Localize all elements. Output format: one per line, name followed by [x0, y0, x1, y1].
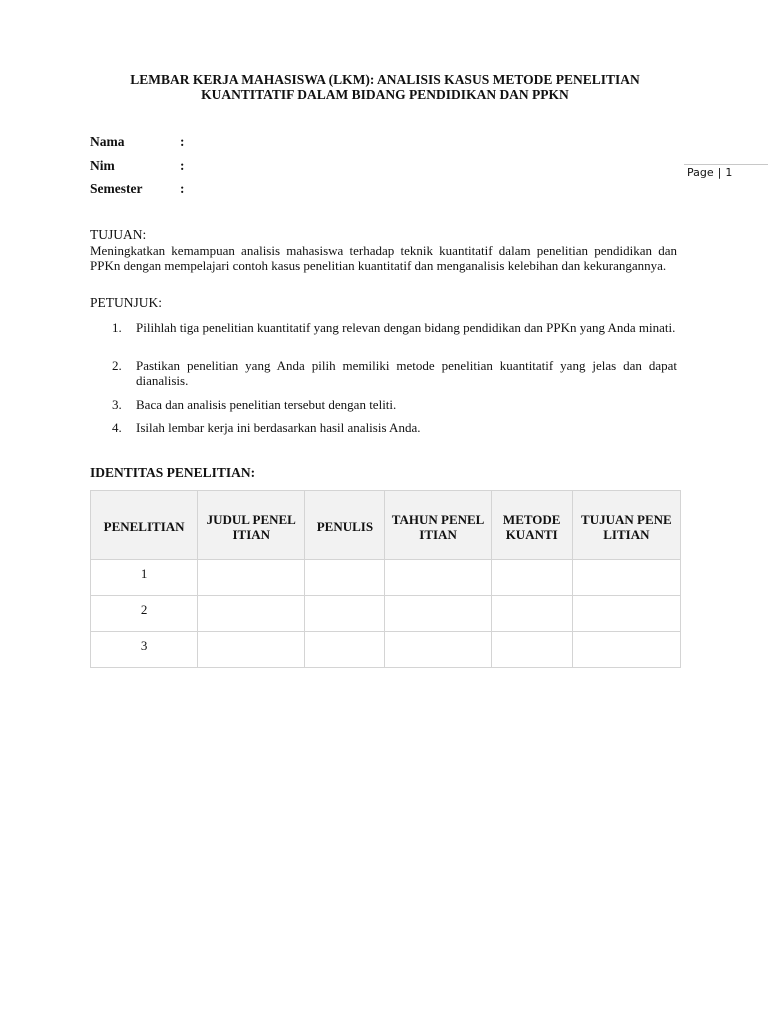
table-row	[91, 596, 681, 632]
field-nim-label: Nim	[90, 158, 115, 173]
column-header-penelitian: PENELITIAN	[91, 491, 198, 560]
table-cell	[385, 560, 491, 596]
list-item-text: Isilah lembar kerja ini berdasarkan hasil analisis Anda.	[136, 420, 421, 435]
table-cell	[385, 632, 491, 668]
field-nim	[90, 158, 185, 174]
document-title-line-1: LEMBAR KERJA MAHASISWA (LKM): ANALISIS KASUS METODE PENELITIAN	[130, 72, 640, 87]
list-item-number: 3.	[112, 397, 122, 412]
table-cell	[572, 596, 680, 632]
list-item-number: 1.	[112, 320, 122, 335]
table-cell: 1	[91, 560, 198, 596]
table-cell	[491, 560, 572, 596]
list-item	[90, 320, 677, 335]
document-title-line-2: KUANTITATIF DALAM BIDANG PENDIDIKAN DAN PPKN	[201, 87, 569, 102]
list-item-number: 2.	[112, 358, 122, 373]
table-cell	[491, 632, 572, 668]
table-cell	[305, 632, 385, 668]
tujuan-heading: TUJUAN:	[90, 227, 147, 242]
column-header-penulis: PENULIS	[305, 491, 385, 560]
table-cell: 3	[91, 632, 198, 668]
column-header-tujuan: TUJUAN PENELITIAN	[572, 491, 680, 560]
field-nama	[90, 134, 185, 150]
table-cell	[305, 560, 385, 596]
table-cell: 2	[91, 596, 198, 632]
field-semester-label: Semester	[90, 181, 143, 196]
column-header-judul: JUDUL PENELITIAN	[198, 491, 305, 560]
field-nim-separator: :	[180, 158, 185, 173]
list-item-number: 4.	[112, 420, 122, 435]
table-cell	[491, 596, 572, 632]
table-cell	[305, 596, 385, 632]
field-semester-separator: :	[180, 181, 185, 196]
identitas-heading: IDENTITAS PENELITIAN:	[90, 465, 256, 480]
table-header-row	[91, 491, 681, 560]
identitas-table	[90, 490, 681, 668]
page-separator: |	[717, 166, 722, 179]
page-label: Page	[687, 166, 714, 179]
list-item-text: Pilihlah tiga penelitian kuantitatif yang relevan dengan bidang pendidikan dan PPKn yang Anda minati.	[136, 320, 676, 335]
column-header-metode: METODE KUANTI	[491, 491, 572, 560]
list-item-text: Baca dan analisis penelitian tersebut dengan teliti.	[136, 397, 397, 412]
page-number-value: 1	[725, 166, 733, 179]
table-cell	[385, 596, 491, 632]
table-cell	[572, 632, 680, 668]
page-number-rule	[684, 164, 768, 165]
tujuan-text: Meningkatkan kemampuan analisis mahasiswa terhadap teknik kuantitatif dalam penelitian pendidikan dan PPKn dengan mempelajari contoh kasus penelitian kuantitatif dan menganalisis kelebihan dan kekurangannya.	[90, 243, 677, 273]
field-semester	[90, 181, 185, 197]
table-cell	[198, 560, 305, 596]
column-header-tahun: TAHUN PENELITIAN	[385, 491, 491, 560]
list-item-text: Pastikan penelitian yang Anda pilih memiliki metode penelitian kuantitatif yang jelas dan dapat dianalisis.	[136, 358, 677, 388]
table-cell	[198, 632, 305, 668]
list-item	[90, 358, 677, 388]
list-item	[90, 397, 677, 412]
table-cell	[198, 596, 305, 632]
table-row	[91, 560, 681, 596]
list-item	[90, 420, 677, 435]
table-row	[91, 632, 681, 668]
petunjuk-heading: PETUNJUK:	[90, 295, 163, 310]
document-title	[90, 72, 680, 102]
page-number	[687, 166, 732, 179]
field-nama-label: Nama	[90, 134, 125, 149]
field-nama-separator: :	[180, 134, 185, 149]
table-cell	[572, 560, 680, 596]
